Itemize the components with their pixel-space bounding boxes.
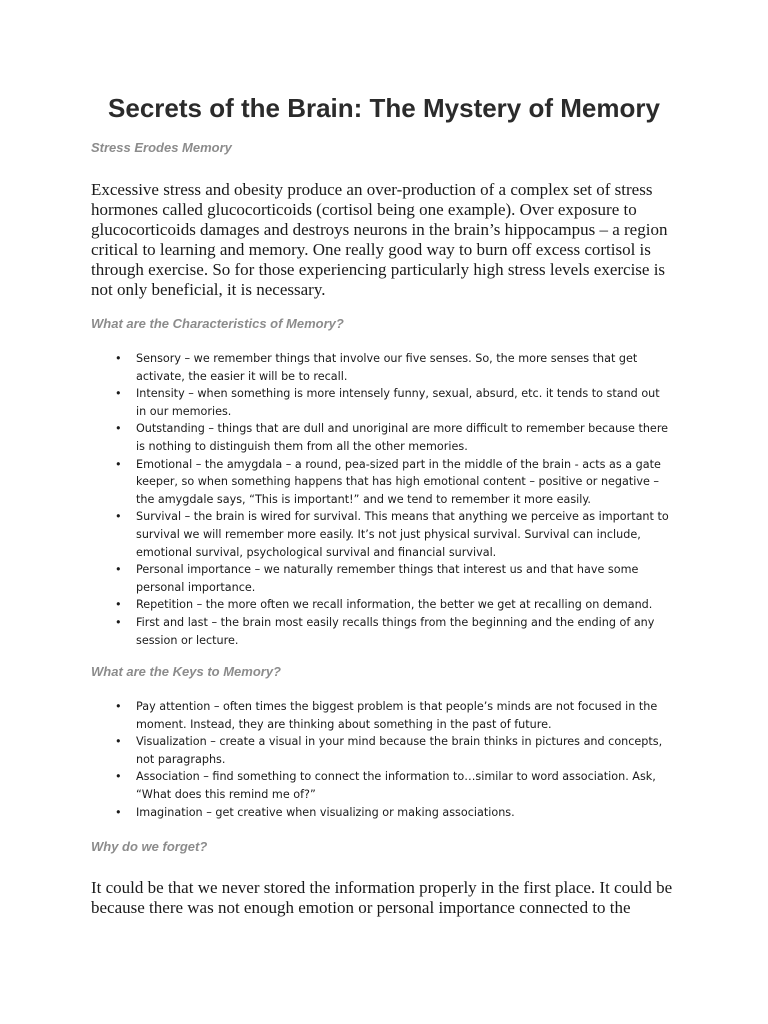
bullet-icon: • bbox=[115, 700, 122, 713]
bullet-icon: • bbox=[115, 598, 122, 612]
section-heading-keys: What are the Keys to Memory? bbox=[91, 664, 281, 679]
list-item-text: Personal importance – we naturally remember things that interest us and that have some personal importance. bbox=[136, 563, 639, 594]
list-item-text: Intensity – when something is more intensely funny, sexual, absurd, etc. it tends to stand out in our memories. bbox=[136, 387, 660, 418]
characteristics-list bbox=[91, 350, 671, 649]
keys-list bbox=[91, 698, 671, 821]
section-heading-characteristics: What are the Characteristics of Memory? bbox=[91, 316, 344, 331]
section-paragraph-forget: It could be that we never stored the information properly in the first place. It could be because there was not enough emotion or personal importance connected to the bbox=[91, 878, 673, 917]
bullet-icon: • bbox=[115, 422, 122, 436]
list-item bbox=[91, 350, 671, 385]
list-item bbox=[91, 385, 671, 420]
list-item bbox=[91, 596, 671, 614]
list-item-text: Survival – the brain is wired for survival. This means that anything we perceive as important to survival we will remember more easily. It’s not just physical survival. Survival can include, emotional survival, psychological survival and financial survival. bbox=[136, 510, 669, 559]
list-item bbox=[91, 614, 671, 649]
bullet-icon: • bbox=[115, 615, 122, 629]
bullet-icon: • bbox=[115, 510, 122, 524]
list-item-text: Emotional – the amygdala – a round, pea-sized part in the middle of the brain - acts as a gate keeper, so when something happens that has high emotional content – positive or negative – the amygdale says, “This is important!” and we tend to remember it more easily. bbox=[136, 457, 661, 506]
list-item bbox=[91, 733, 671, 768]
list-item bbox=[91, 456, 671, 509]
list-item bbox=[91, 420, 671, 455]
bullet-icon: • bbox=[115, 563, 122, 577]
bullet-icon: • bbox=[115, 387, 122, 401]
list-item bbox=[91, 768, 671, 803]
list-item-text: Repetition – the more often we recall information, the better we get at recalling on demand. bbox=[136, 598, 653, 612]
page-title: Secrets of the Brain: The Mystery of Memory bbox=[108, 93, 660, 123]
list-item-text: First and last – the brain most easily recalls things from the beginning and the ending of any session or lecture. bbox=[136, 615, 655, 647]
list-item bbox=[91, 698, 671, 733]
section-heading-forget: Why do we forget? bbox=[91, 839, 208, 854]
list-item-text: Visualization – create a visual in your mind because the brain thinks in pictures and concepts, not paragraphs. bbox=[136, 735, 663, 766]
list-item bbox=[91, 508, 671, 561]
list-item-text: Outstanding – things that are dull and unoriginal are more difficult to remember because there is nothing to distinguish them from all the other memories. bbox=[136, 422, 669, 453]
list-item-text: Pay attention – often times the biggest problem is that people’s minds are not focused in the moment. Instead, they are thinking about something in the past of future. bbox=[136, 700, 658, 731]
list-item-text: Imagination – get creative when visualizing or making associations. bbox=[136, 805, 515, 819]
section-paragraph-stress: Excessive stress and obesity produce an over-production of a complex set of stress hormones called glucocorticoids (cortisol being one example). Over exposure to glucocorticoids damages and destroys neurons in the brain’s hippocampus – a region critical to learning and memory. One really good way to burn off excess cortisol is through exercise. So for those experiencing particularly high stress levels exercise is not only beneficial, it is necessary. bbox=[91, 180, 668, 299]
bullet-icon: • bbox=[115, 735, 122, 749]
list-item-text: Association – find something to connect the information to…similar to word association. Ask, “What does this remind me of?” bbox=[136, 770, 656, 801]
list-item bbox=[91, 561, 671, 596]
bullet-icon: • bbox=[115, 457, 122, 471]
bullet-icon: • bbox=[115, 352, 122, 365]
section-heading-stress: Stress Erodes Memory bbox=[91, 140, 232, 155]
list-item-text: Sensory – we remember things that involve our five senses. So, the more senses that get activate, the easier it will be to recall. bbox=[136, 352, 638, 383]
list-item bbox=[91, 804, 671, 822]
bullet-icon: • bbox=[115, 805, 122, 819]
bullet-icon: • bbox=[115, 770, 122, 784]
